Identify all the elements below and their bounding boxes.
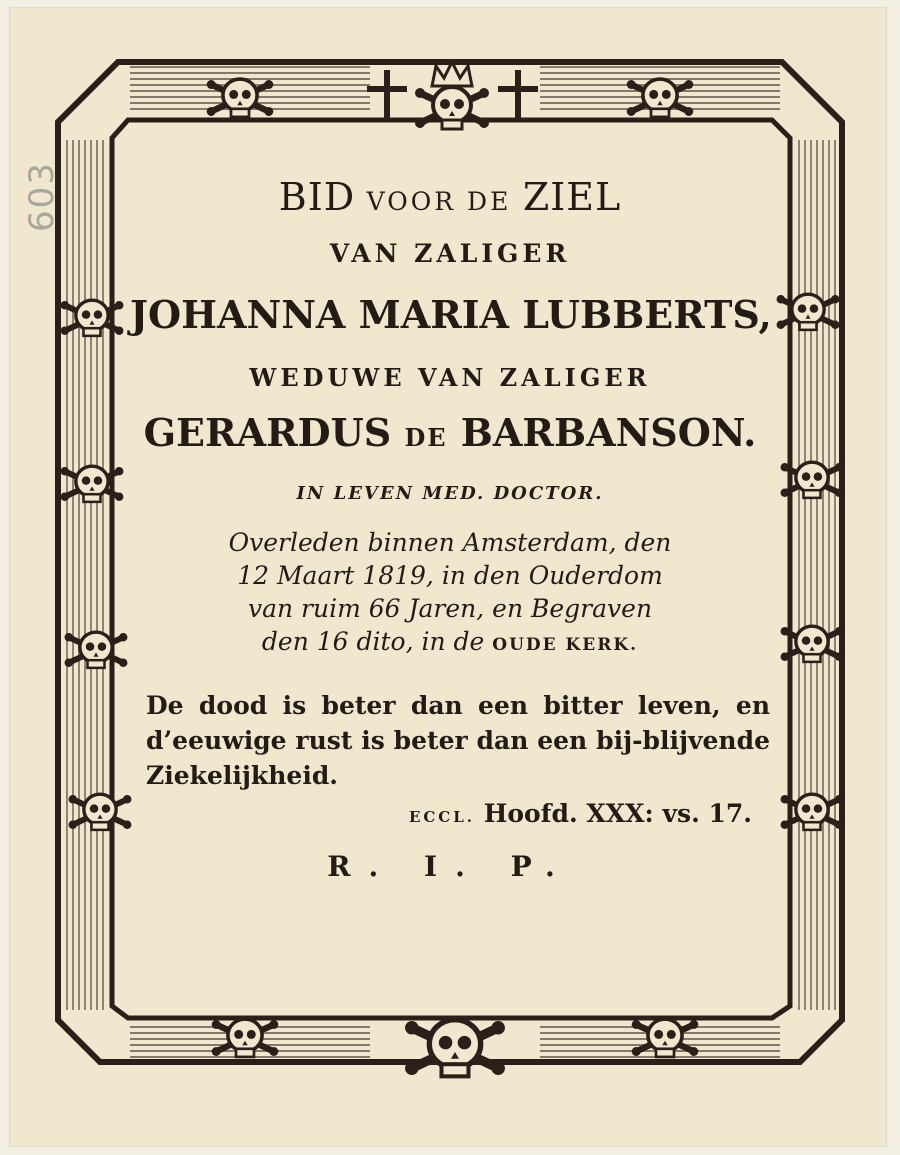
heading-word-bid: BID [278,175,356,219]
husband-first-name: GERARDUS [143,410,392,455]
crown-icon [432,62,472,86]
death-line: Overleden binnen Amsterdam, den [228,528,672,557]
death-details [130,526,770,662]
scripture-citation [130,799,770,828]
heading-word-voor-de: VOOR DE [366,187,512,216]
heading-van-zaliger: VAN ZALIGER [329,239,571,268]
pencil-inventory-number: 603 [22,161,62,232]
scripture-verse: De dood is beter dan een bitter leven, en d’eeuwige rust is beter dan een bij-blijvende Ziekelijkheid. [146,691,770,790]
husband-surname: BARBANSON. [460,410,757,455]
occupation-line: IN LEVEN MED. DOCTOR. [296,483,604,504]
cross-icon [367,70,407,122]
death-line [130,625,770,662]
burial-text: den 16 dito, in de [261,627,485,656]
heading-word-ziel: ZIEL [522,175,622,219]
burial-church: OUDE KERK. [492,635,639,655]
heading-prayer [130,175,770,219]
deceased-name: JOHANNA MARIA LUBBERTS, [130,292,772,337]
card-text [130,165,770,883]
rip-line: R. I. P. [327,850,573,883]
husband-name [130,410,770,455]
cross-icon [498,70,538,122]
death-line: van ruim 66 Jaren, en Begraven [247,594,653,623]
skull-crossbones-icon [415,87,489,129]
skull-crossbones-icon [405,1020,505,1077]
husband-particle: DE [404,423,448,452]
widow-line: WEDUWE VAN ZALIGER [249,363,651,392]
citation-book: ECCL. [408,808,476,826]
citation-reference: Hoofd. XXX: vs. 17. [483,799,752,828]
death-line: 12 Maart 1819, in den Ouderdom [237,561,663,590]
